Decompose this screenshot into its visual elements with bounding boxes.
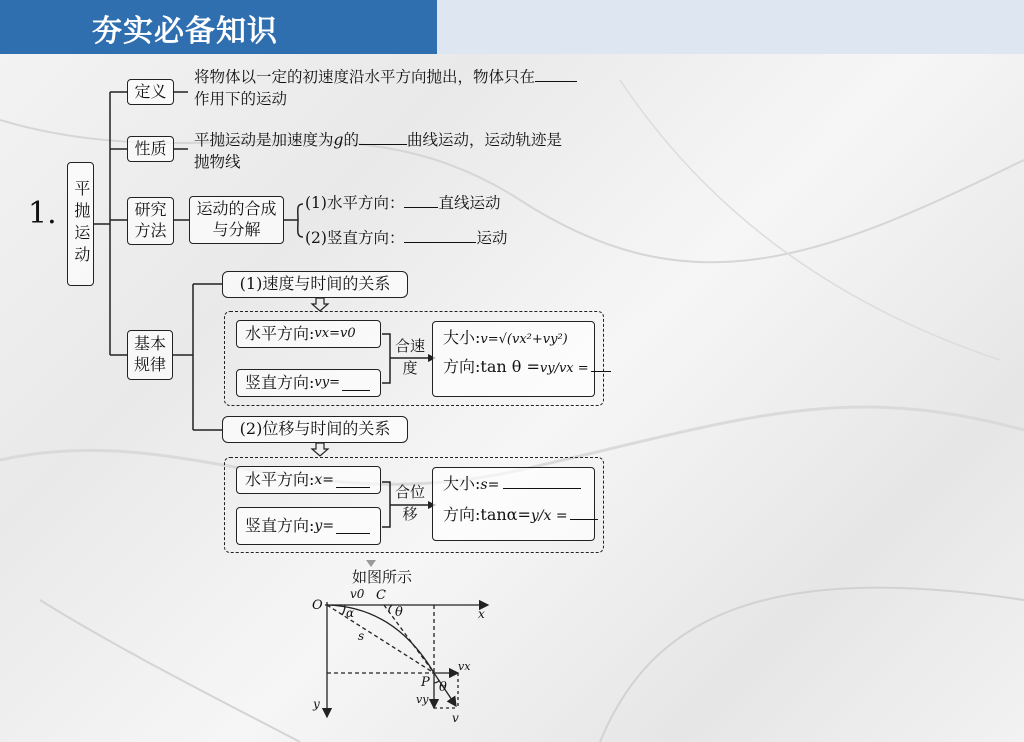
displacement-vertical-formula: y=	[314, 517, 335, 534]
method-vertical-pre: (2)竖直方向：	[305, 229, 405, 247]
velocity-dir-label: 方向:tan θ =	[443, 356, 540, 376]
rules-label-box	[127, 330, 173, 380]
label-theta-bottom: θ	[439, 680, 447, 695]
velocity-size-row	[443, 328, 584, 349]
method-middle-box	[189, 196, 284, 244]
displacement-horizontal-box	[236, 466, 381, 494]
velocity-title-box	[222, 271, 408, 298]
header-banner	[0, 0, 437, 54]
property-line2: 抛物线	[194, 153, 241, 172]
displacement-vertical-box	[236, 507, 381, 545]
theta-arc-top	[389, 605, 392, 612]
property-line1-pre: 平抛运动是加速度为	[194, 131, 334, 149]
label-v0: v0	[350, 587, 365, 601]
velocity-vertical-label: 竖直方向:	[245, 372, 315, 392]
section-number: 1.	[28, 196, 57, 231]
definition-label-box	[127, 79, 174, 105]
velocity-dir-formula: vy/vx =	[539, 360, 589, 376]
displacement-dir-formula: y/x =	[530, 507, 568, 524]
displacement-horizontal-blank	[336, 473, 370, 488]
method-horizontal-pre: (1)水平方向：	[305, 194, 405, 212]
definition-line1: 将物体以一定的初速度沿水平方向抛出，物体只在	[194, 68, 536, 86]
velocity-horizontal-formula: vx=v0	[314, 325, 356, 341]
definition-text	[194, 66, 577, 111]
displacement-title-box	[222, 416, 408, 443]
velocity-dir-blank	[591, 357, 611, 372]
displacement-horizontal-label: 水平方向:	[245, 469, 315, 489]
velocity-size-formula: v=√(vx²+vy²)	[480, 332, 568, 347]
displacement-dir-blank	[570, 505, 598, 520]
velocity-title: (1)速度与时间的关系	[239, 274, 391, 294]
displacement-size-row	[443, 474, 584, 495]
method-label: 研究方法	[134, 200, 167, 240]
property-line1-mid: 的	[343, 131, 359, 149]
velocity-vertical-blank	[342, 376, 370, 391]
label-P: P	[421, 675, 430, 690]
property-line1-post: 曲线运动，运动轨迹是	[406, 131, 562, 149]
velocity-size-label: 大小:	[443, 328, 481, 347]
displacement-horizontal-formula: x=	[314, 471, 335, 488]
velocity-result-box	[432, 321, 595, 397]
method-vertical	[305, 227, 507, 249]
label-v: v	[452, 711, 459, 725]
velocity-horizontal-label: 水平方向:	[245, 323, 315, 343]
definition-line2: 作用下的运动	[194, 90, 288, 109]
label-theta-top: θ	[395, 605, 403, 620]
displacement-result-box	[432, 467, 595, 541]
property-text	[194, 129, 562, 174]
displacement-title: (2)位移与时间的关系	[239, 419, 391, 439]
label-alpha: α	[346, 606, 355, 620]
root-label: 平抛运动	[71, 180, 91, 268]
velocity-vertical-formula: vy=	[314, 374, 340, 390]
figure-caption: 如图所示	[352, 568, 413, 586]
displacement-dir-row	[443, 505, 584, 526]
method-horizontal	[305, 192, 500, 214]
displacement-size-label: 大小:	[443, 474, 481, 493]
label-C: C	[376, 588, 386, 603]
method-vertical-post: 运动	[476, 229, 508, 247]
velocity-vertical-box	[236, 369, 381, 397]
displacement-combine: 合位移	[394, 483, 425, 523]
property-label: 性质	[134, 138, 167, 158]
root-node	[67, 162, 94, 286]
header-banner-extension	[437, 0, 1024, 54]
definition-label: 定义	[134, 81, 167, 101]
tangent-line	[384, 605, 434, 673]
property-blank	[359, 130, 407, 145]
displacement-size-blank	[503, 474, 581, 489]
method-horizontal-blank	[404, 193, 438, 208]
velocity-combine: 合速度	[394, 337, 425, 377]
label-y: y	[313, 697, 320, 711]
label-vx: vx	[458, 660, 471, 673]
velocity-horizontal-box	[236, 320, 381, 348]
label-s: s	[358, 629, 365, 643]
method-middle: 运动的合成与分解	[196, 199, 277, 239]
projectile-figure	[300, 582, 500, 732]
label-x: x	[478, 607, 485, 621]
displacement-vertical-blank	[336, 519, 370, 534]
property-g: g	[333, 131, 344, 149]
displacement-size-formula: s=	[480, 477, 500, 493]
method-horizontal-post: 直线运动	[438, 194, 501, 212]
page-title: 夯实必备知识	[92, 14, 278, 49]
rules-label: 基本规律	[133, 334, 166, 374]
method-label-box	[127, 197, 174, 245]
label-O: O	[312, 598, 323, 613]
definition-blank	[535, 67, 577, 82]
label-vy: vy	[416, 693, 429, 706]
property-label-box	[127, 136, 174, 162]
displacement-vertical-label: 竖直方向:	[245, 515, 315, 535]
velocity-dir-row	[443, 356, 589, 378]
displacement-dir-label: 方向:tanα=	[443, 504, 531, 524]
method-vertical-blank	[404, 228, 476, 243]
displacement-line	[327, 605, 434, 673]
